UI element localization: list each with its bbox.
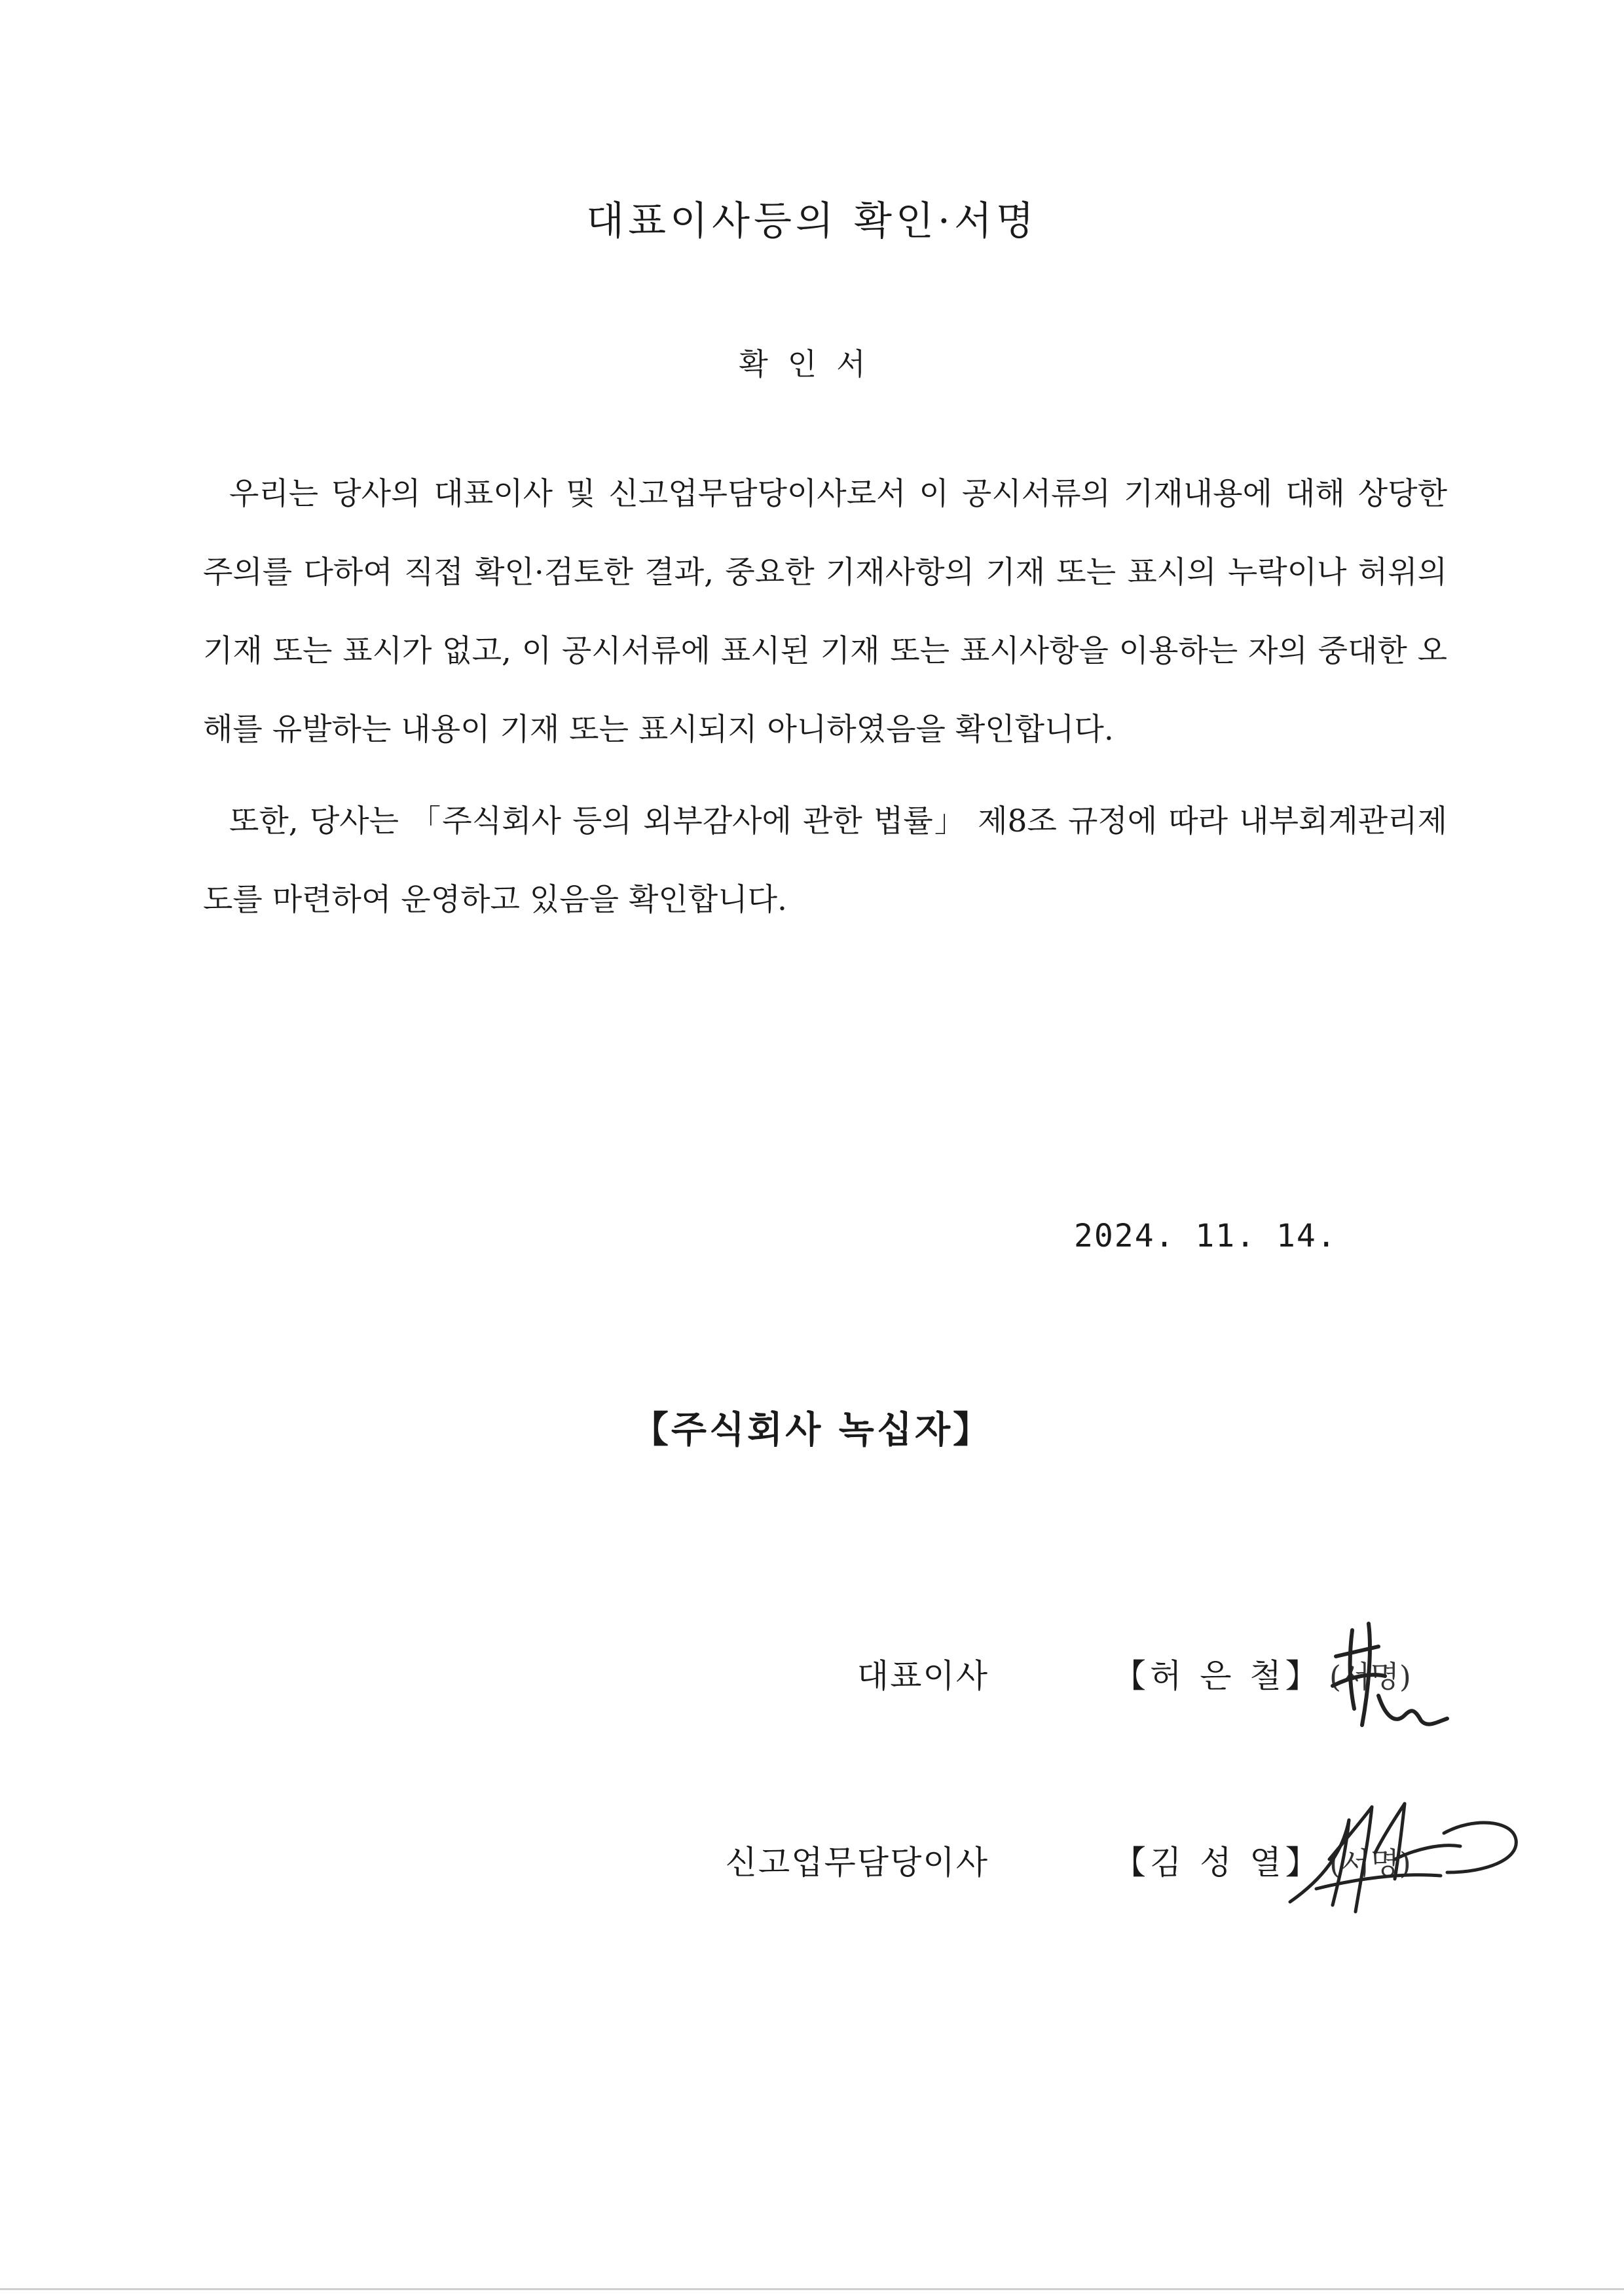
signer-role-disclosure-director: 신고업무담당이사 bbox=[725, 1844, 989, 1882]
page-bottom-rule bbox=[0, 2288, 1624, 2290]
signer-role-ceo: 대표이사 bbox=[857, 1657, 989, 1695]
internal-control-paragraph: 또한, 당사는 「주식회사 등의 외부감사에 관한 법률」 제8조 규정에 따라 내부회계관리제도를 마련하여 운영하고 있음을 확인합니다. bbox=[203, 803, 1447, 918]
confirmation-paragraph: 우리는 당사의 대표이사 및 신고업무담당이사로서 이 공시서류의 기재내용에 대해 상당한 주의를 다하여 직접 확인·검토한 결과, 중요한 기재사항의 기재 또는 표시의 누락이나 허위의 기재 또는 표시가 없고, 이 공시서류에 표시된 기재 또는 표시사항을 이용하는 자의 중대한 오해를 유발하는 내용이 기재 또는 표시되지 아니하였음을 확인합니다. bbox=[203, 476, 1447, 748]
signature-label-ceo: (서명) bbox=[1329, 1659, 1411, 1694]
company-name: 【주식회사 녹십자】 bbox=[631, 1408, 993, 1451]
document-title: 대표이사등의 확인·서명 bbox=[586, 198, 1038, 244]
signer-name-ceo: 【허 은 철】 bbox=[1113, 1657, 1322, 1695]
document-date: 2024. 11. 14. bbox=[1074, 1218, 1337, 1254]
signer-name-disclosure-director: 【김 성 열】 bbox=[1113, 1844, 1322, 1882]
signature-label-disclosure-director: (서명) bbox=[1329, 1846, 1411, 1881]
handwritten-signature-icon bbox=[1277, 1781, 1539, 1925]
document-subtitle: 확인서 bbox=[739, 346, 885, 382]
handwritten-signature-icon bbox=[1323, 1611, 1473, 1755]
